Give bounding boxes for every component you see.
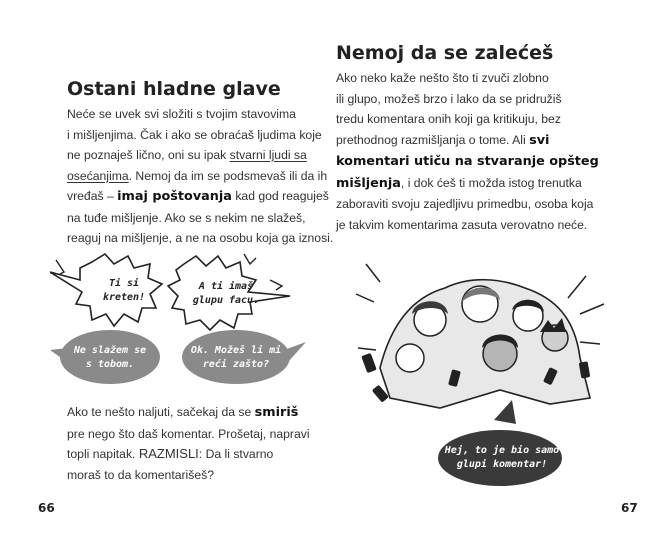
bubble-2-text	[186, 280, 266, 308]
page-number-right: 67	[621, 501, 638, 515]
line: glupu facu.	[192, 295, 260, 306]
caps-phrase: RAZMISLI	[138, 446, 199, 461]
text: . Nemoj da im se podsmevaš ili da ih	[128, 168, 328, 183]
crowd-illustration	[350, 258, 620, 418]
underlined-phrase: osećanjima	[67, 168, 129, 183]
bubble-1-text	[94, 277, 154, 305]
line	[336, 151, 636, 173]
bold-phrase: svi	[529, 132, 550, 148]
phone-icon	[361, 353, 377, 373]
bold-phrase: mišljenja	[336, 175, 401, 191]
left-paragraph-2	[67, 402, 337, 485]
right-title: Nemoj da se zalećeš	[336, 42, 554, 64]
text: topli napitak.	[67, 447, 139, 461]
line: Hej, to je bio samo	[444, 445, 560, 456]
bold-phrase: smiriš	[254, 405, 299, 420]
text: kad god reaguješ	[231, 189, 329, 203]
line	[67, 444, 337, 465]
bubble-3-text	[65, 344, 155, 372]
line: na tuđe mišljenje. Ako se s nekim ne slažeš,	[67, 210, 306, 225]
text: : Da li stvarno	[198, 447, 274, 461]
line: s tobom.	[85, 359, 135, 370]
text: Ako te nešto naljuti, sačekaj da se	[67, 405, 255, 419]
line	[67, 145, 337, 166]
underlined-phrase: stvarni ljudi sa	[229, 148, 307, 162]
text: vređaš –	[67, 189, 118, 203]
face	[396, 344, 424, 372]
speech-bubble-text	[440, 444, 564, 472]
left-title: Ostani hladne glave	[67, 78, 281, 100]
zigzag-mark	[244, 254, 256, 264]
text: , i dok ćeš ti možda istog trenutka	[400, 175, 582, 190]
text: prethodnog razmišljanja o tome. Ali	[336, 132, 530, 147]
line: Neće se uvek svi složiti s tvojim stavovima	[67, 107, 296, 121]
line	[67, 402, 337, 424]
line	[67, 166, 337, 187]
right-paragraph	[336, 68, 636, 235]
line: tredu komentara onih koji ga kritikuju, bez	[336, 112, 561, 126]
bold-phrase: imaj poštovanja	[117, 189, 232, 204]
page-number-left: 66	[38, 501, 55, 515]
line: Ako neko kaže nešto što ti zvuči zlobno	[336, 71, 549, 85]
text: ne poznaješ lično, oni su ipak	[67, 148, 230, 162]
bold-phrase: komentari utiču na stvaranje opšteg	[336, 154, 599, 169]
line: Ti si	[108, 278, 140, 289]
line: reaguj na mišljenje, a ne na osobu koja ga iznosi.	[67, 231, 334, 245]
zigzag-mark	[270, 280, 282, 290]
gray-bubble-2-tail	[284, 342, 306, 362]
line: kreten!	[102, 292, 146, 303]
line	[336, 130, 636, 152]
line: Ok. Možeš li mi	[190, 345, 282, 356]
speech-tail	[494, 400, 516, 424]
line: reći zašto?	[202, 359, 270, 370]
line: pre nego što daš komentar. Prošetaj, napravi	[67, 426, 310, 441]
zigzag-mark	[56, 260, 64, 274]
line: je takvim komentarima zasuta verovatno neće.	[336, 217, 588, 232]
line: Ne slažem se	[73, 345, 147, 356]
bubble-4-text	[186, 344, 286, 372]
line: zaboraviti svoju zajedljivu primedbu, osoba koja	[336, 197, 594, 211]
left-paragraph-1	[67, 104, 337, 249]
line: glupi komentar!	[456, 459, 548, 470]
line	[67, 186, 337, 208]
line: A ti imaš	[198, 281, 254, 292]
line: ili glupo, možeš brzo i lako da se pridružiš	[336, 91, 562, 106]
line: i mišljenjima. Čak i ako se obraćaš ljudima koje	[67, 127, 322, 142]
line	[336, 173, 636, 195]
line: moraš to da komentarišeš?	[67, 467, 214, 482]
